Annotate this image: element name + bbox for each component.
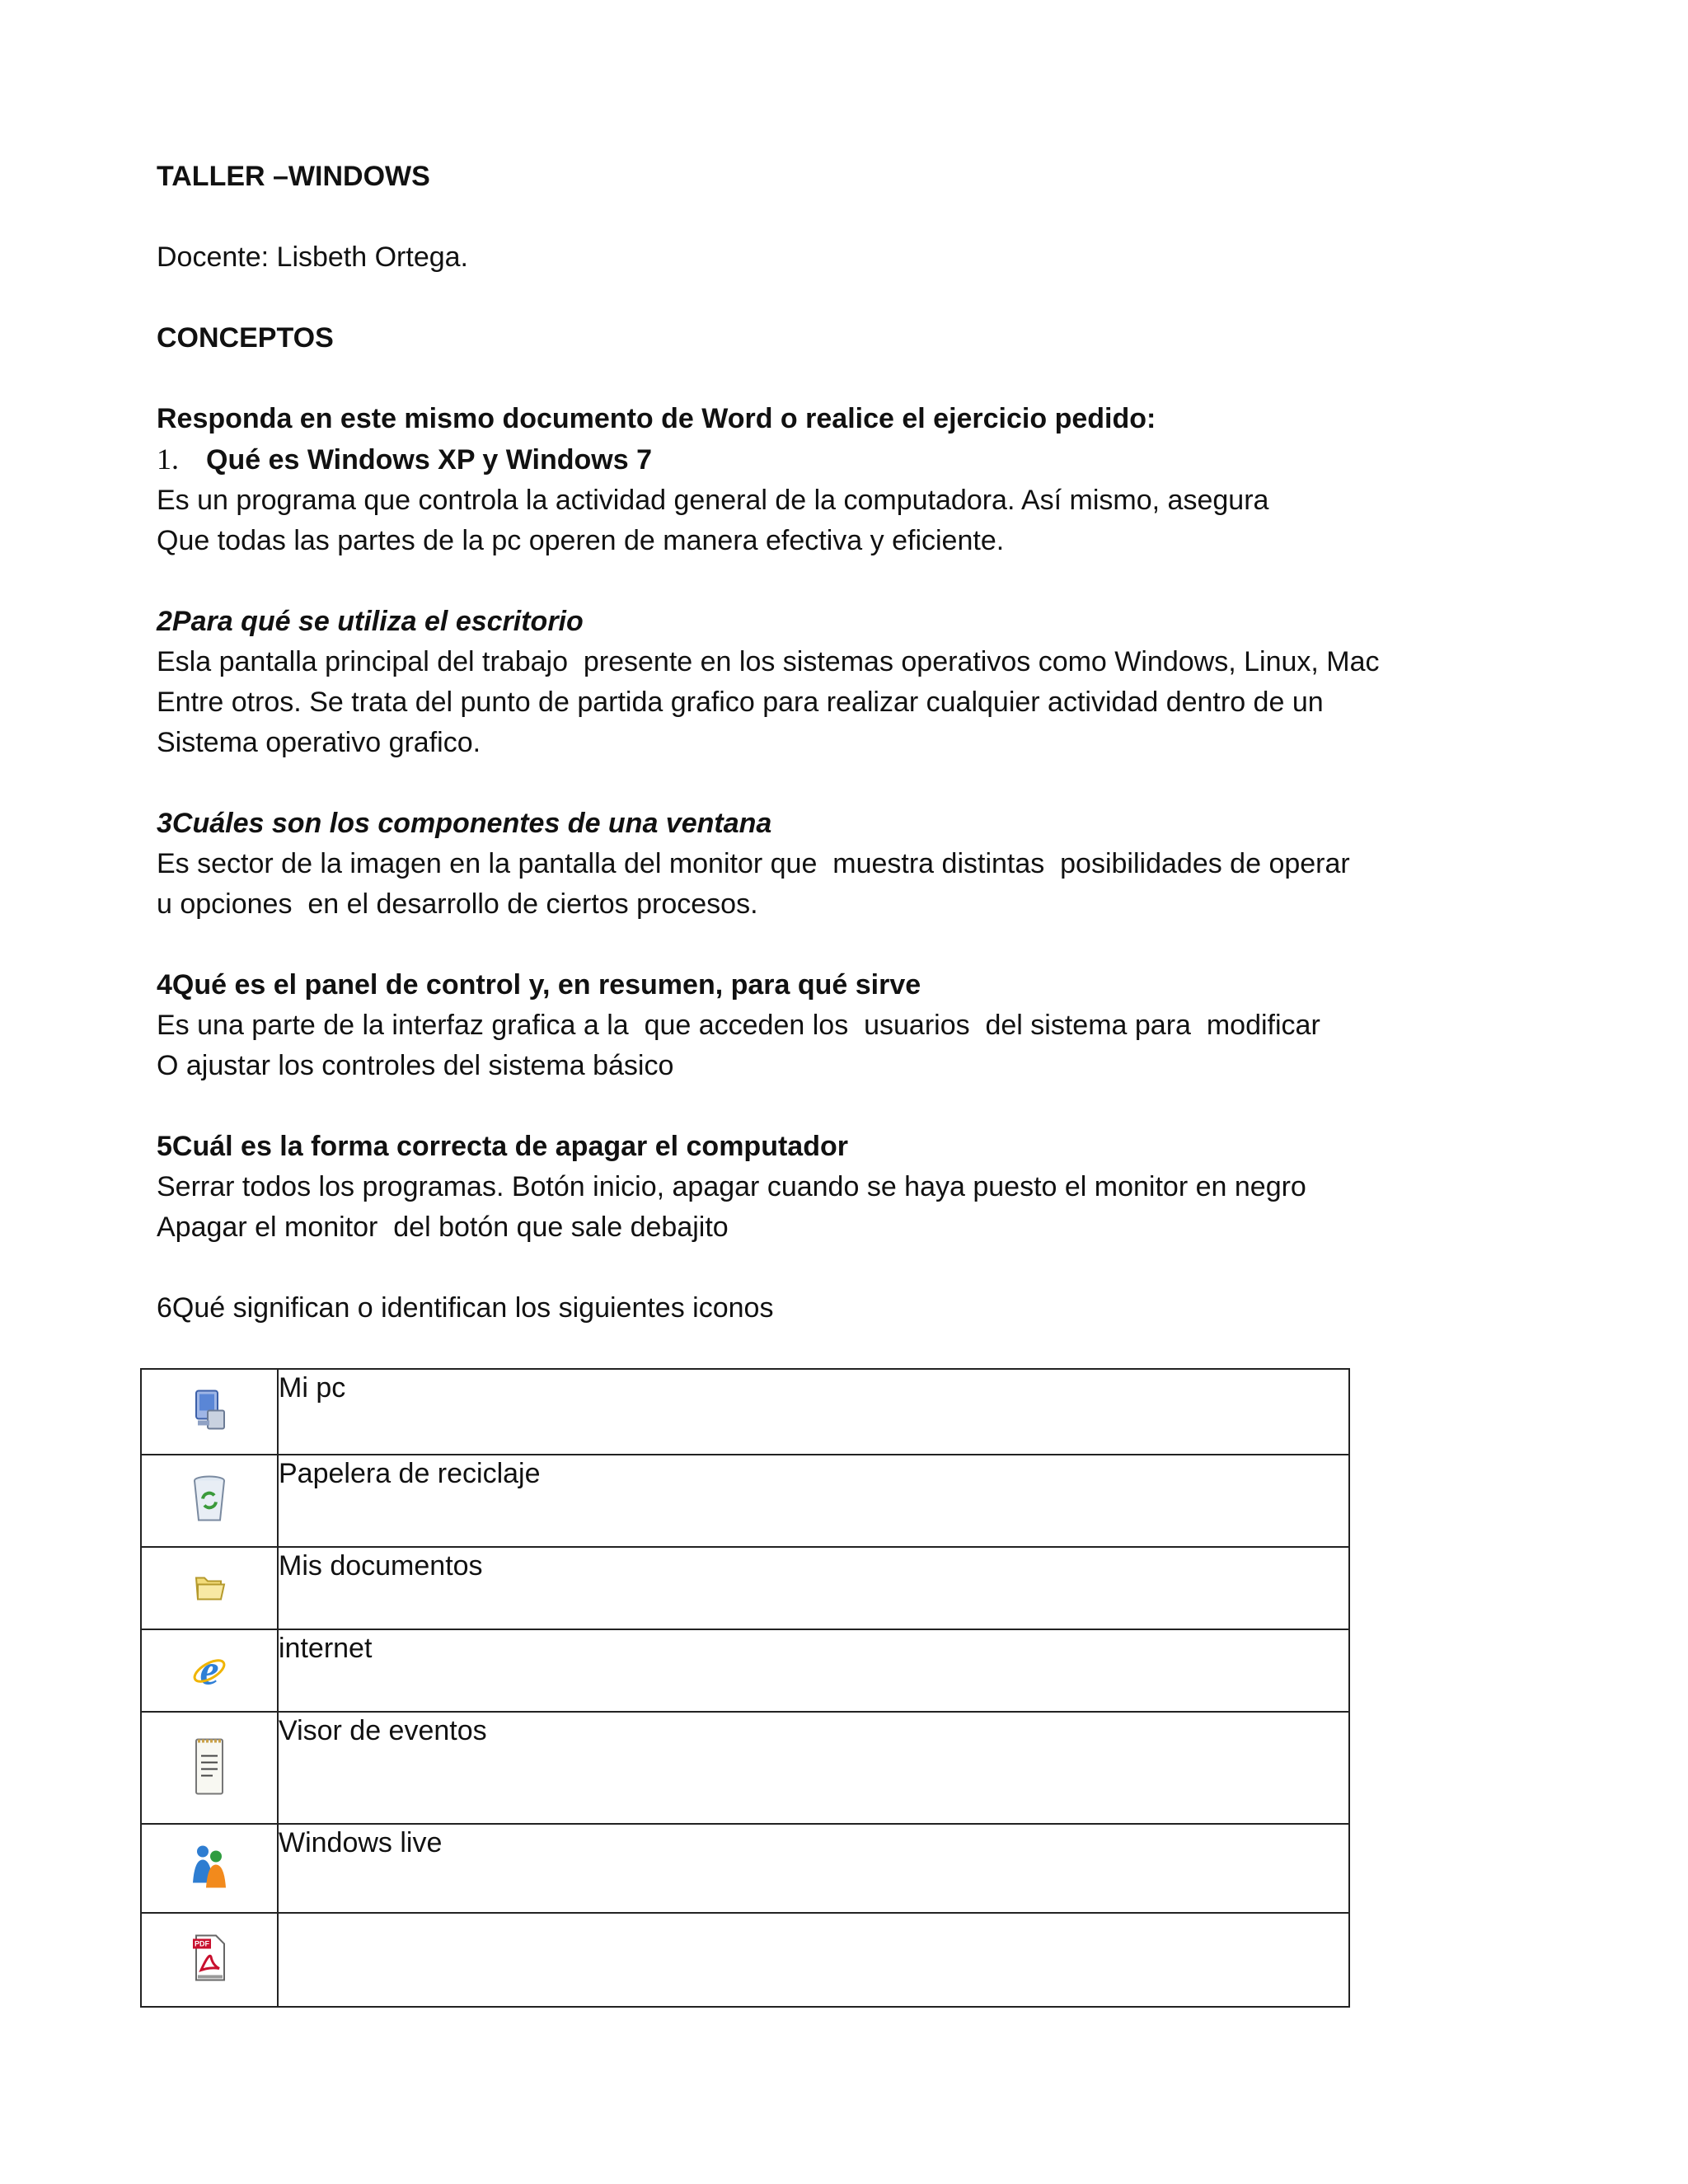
- document-title: TALLER –WINDOWS: [157, 161, 430, 192]
- instruction: Responda en este mismo documento de Word o realice el ejercicio pedido:: [157, 403, 1156, 434]
- windows-live-icon: [190, 1842, 229, 1896]
- pdf-icon: [191, 1933, 227, 1988]
- icon-label: [278, 1913, 1349, 2007]
- icons-table: [140, 1368, 1350, 2008]
- icon-label: internet: [278, 1629, 1349, 1712]
- answer-1-line: Que todas las partes de la pc operen de manera efectiva y eficiente.: [157, 525, 1005, 556]
- question-1-text: Qué es Windows XP y Windows 7: [206, 444, 652, 476]
- teacher-name: Docente: Lisbeth Ortega.: [157, 241, 469, 273]
- question-5: 5Cuál es la forma correcta de apagar el computador: [157, 1131, 848, 1162]
- answer-1-line: Es un programa que controla la actividad general de la computadora. Así mismo, asegura: [157, 485, 1269, 516]
- answer-5-line: Apagar el monitor del botón que sale debajito: [157, 1212, 729, 1243]
- icon-cell: [141, 1455, 278, 1547]
- icon-label: Mi pc: [278, 1369, 1349, 1455]
- question-2: 2Para qué se utiliza el escritorio: [157, 606, 584, 637]
- table-row: [141, 1455, 1349, 1547]
- icon-label: Papelera de reciclaje: [278, 1455, 1349, 1547]
- answer-5-line: Serrar todos los programas. Botón inicio, apagar cuando se haya puesto el monitor en negro: [157, 1171, 1306, 1202]
- question-1: [157, 439, 1508, 480]
- svg-text:PDF: PDF: [195, 1939, 209, 1948]
- icon-label: Mis documentos: [278, 1547, 1349, 1629]
- internet-explorer-icon: [191, 1647, 227, 1695]
- table-row: [141, 1712, 1349, 1824]
- table-row: [141, 1547, 1349, 1629]
- document-page: [157, 157, 1508, 1329]
- answer-2-line: Sistema operativo grafico.: [157, 727, 481, 758]
- recycle-bin-icon: [191, 1474, 227, 1528]
- question-4: 4Qué es el panel de control y, en resumen, para qué sirve: [157, 969, 921, 1001]
- icon-cell: [141, 1712, 278, 1824]
- answer-2-line: Esla pantalla principal del trabajo presente en los sistemas operativos como Windows, Linux, Mac: [157, 646, 1380, 677]
- section-heading: CONCEPTOS: [157, 322, 334, 354]
- icon-cell: [141, 1547, 278, 1629]
- svg-text:e: e: [199, 1647, 219, 1691]
- answer-2-line: Entre otros. Se trata del punto de partida grafico para realizar cualquier actividad dentro de un: [157, 687, 1324, 718]
- table-row: [141, 1629, 1349, 1712]
- table-row: [141, 1369, 1349, 1455]
- icon-label: Windows live: [278, 1824, 1349, 1913]
- answer-3-line: Es sector de la imagen en la pantalla del monitor que muestra distintas posibilidades de operar: [157, 848, 1350, 879]
- event-viewer-icon: [193, 1735, 226, 1802]
- question-1-number: 1.: [157, 443, 179, 476]
- icon-cell: [141, 1824, 278, 1913]
- icon-cell: [141, 1629, 278, 1712]
- folder-icon: [193, 1570, 226, 1607]
- my-computer-icon: [191, 1390, 227, 1435]
- question-6: 6Qué significan o identifican los siguientes iconos: [157, 1292, 774, 1324]
- icon-cell: [141, 1369, 278, 1455]
- answer-4-line: O ajustar los controles del sistema básico: [157, 1050, 674, 1081]
- answer-4-line: Es una parte de la interfaz grafica a la que acceden los usuarios del sistema para modificar: [157, 1010, 1320, 1041]
- table-row: [141, 1913, 1349, 2007]
- answer-3-line: u opciones en el desarrollo de ciertos procesos.: [157, 888, 758, 920]
- question-3: 3Cuáles son los componentes de una ventana: [157, 808, 772, 839]
- table-row: [141, 1824, 1349, 1913]
- icon-cell: [141, 1913, 278, 2007]
- icon-label: Visor de eventos: [278, 1712, 1349, 1824]
